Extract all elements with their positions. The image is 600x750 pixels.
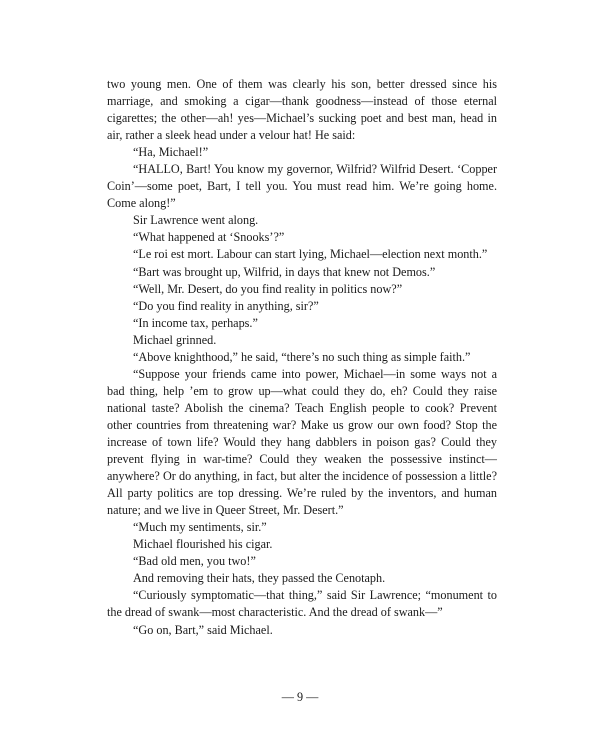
paragraph: “Curiously symptomatic—that thing,” said Sir Lawrence; “monument to the dread of swank—most characteristic. And the dread of swank—” [107,588,497,620]
paragraph: “Much my sentiments, sir.” [133,520,267,535]
paragraph: Sir Lawrence went along. [133,213,259,228]
paragraph: “Ha, Michael!” [133,145,209,160]
paragraph: “In income tax, perhaps.” [133,315,258,330]
paragraph: “Suppose your friends came into power, Michael—in some ways not a bad thing, help ’em to grow up—what could they do, eh? Could they raise national taste? Abolish the cinema? Teach English people to cook? Prevent other countries from threatening war? Make us grow our own food? Stop the increase of town life? Would they hang dabblers in poison gas? Could they prevent flying in war-time? Could they weaken the possessive instinct—anywhere? Or do anything, in fact, but alter the incidence of possession a little? All party politics are top dressing. We’re ruled by the inventors, and human nature; and we live in Queer Street, Mr. Desert.” [107,366,497,518]
paragraph: Michael flourished his cigar. [133,537,273,552]
paragraph: two young men. One of them was clearly his son, better dressed since his marriage, and smoking a cigar—thank goodness—instead of those eternal cigarettes; the other—ah! yes—Michael’s sucking poet and best man, head in air, rather a sleek head under a velour hat! He said: [107,77,497,143]
paragraph: “Well, Mr. Desert, do you find reality in politics now?” [133,281,403,296]
paragraph: “Go on, Bart,” said Michael. [133,622,273,637]
paragraph: “Bart was brought up, Wilfrid, in days that knew not Demos.” [133,264,436,279]
paragraph: “Above knighthood,” he said, “there’s no such thing as simple faith.” [133,349,471,364]
paragraph: “Bad old men, you two!” [133,554,256,569]
paragraph: “Do you find reality in anything, sir?” [133,298,319,313]
paragraph: And removing their hats, they passed the Cenotaph. [133,571,386,586]
body-text [107,76,497,639]
paragraph: “What happened at ‘Snooks’?” [133,230,285,245]
paragraph: “Le roi est mort. Labour can start lying, Michael—election next month.” [133,247,488,262]
paragraph: Michael grinned. [133,332,217,347]
paragraph: “HALLO, Bart! You know my governor, Wilfrid? Wilfrid Desert. ‘Copper Coin’—some poet, Bart, I tell you. You must read him. We’re going home. Come along!” [107,162,497,211]
page-number: — 9 — [281,690,319,704]
